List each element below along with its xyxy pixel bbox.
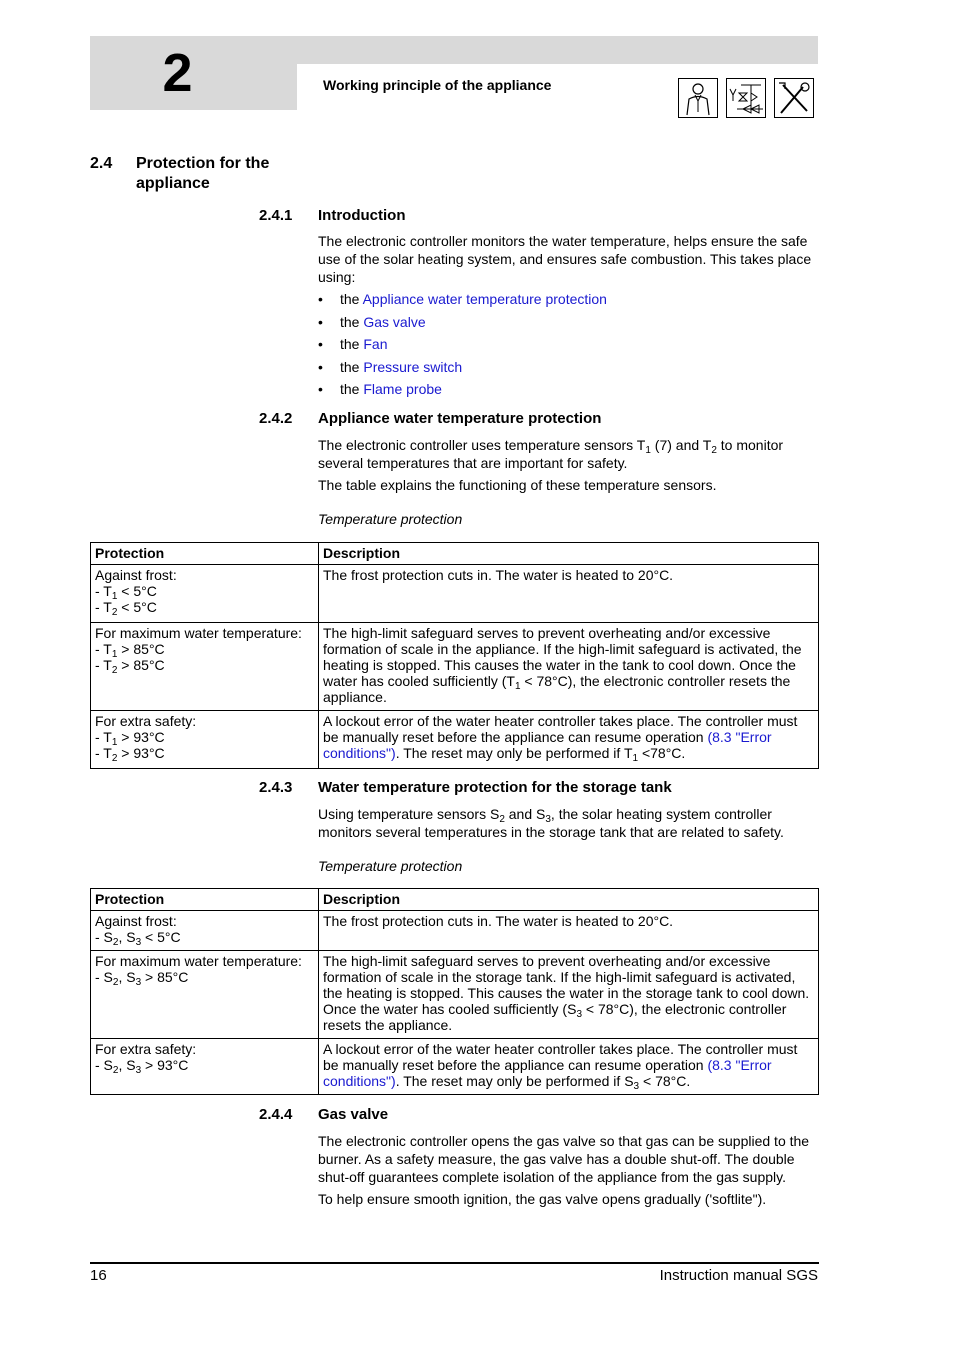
chapter-number: 2 <box>162 43 193 103</box>
table-caption: Temperature protection <box>318 858 463 874</box>
link-flame-probe[interactable]: Flame probe <box>363 381 442 397</box>
subsection-title: Gas valve <box>318 1106 389 1123</box>
link-gas-valve[interactable]: Gas valve <box>363 313 426 330</box>
page-number: 16 <box>90 1267 107 1284</box>
description-cell: The high-limit safeguard serves to prevent overheating and/or excessive formation of scale in the appliance. If the high-limit safeguard is activated, the heating is stopped. This causes the water in the tank to cool down. Once the water has cooled sufficiently $(T_1 < 78^\circ C)$, the electronic controller resets the appliance. <box>319 623 819 711</box>
link-error-conditions[interactable]: (8.3 "Error conditions") <box>323 1057 772 1089</box>
subsection-title: Water temperature protection for the storage tank <box>318 779 672 796</box>
paragraph: Using temperature sensors $S_2$ and $S_3$, the solar heating system controller monitors several temperatures in the storage tank that are related to safety. <box>318 806 784 840</box>
service-tools-icon <box>774 78 814 118</box>
description-cell: The frost protection cuts in. The water is heated to 20°C. <box>319 565 819 623</box>
list-item: • the Gas valve <box>318 313 818 336</box>
subsection-title: Appliance water temperature protection <box>318 410 602 427</box>
header-bar <box>297 36 818 64</box>
list-item: • the Flame probe <box>318 380 818 403</box>
section-title: Protection for the appliance <box>136 155 270 192</box>
header-title: Working principle of the appliance <box>323 77 552 93</box>
subsection-number: 2.4.2 <box>259 410 293 427</box>
description-cell: A lockout error of the water heater controller takes place. The controller must be manually reset before the appliance can resume operation (8.3 "Error conditions"). The reset may only be performed if $S_3 < 78^\circ C$. <box>319 1039 819 1095</box>
table-row <box>91 565 819 623</box>
table-row <box>91 911 819 951</box>
link-error-conditions[interactable]: (8.3 "Error conditions") <box>323 729 772 761</box>
link-pressure-switch[interactable]: Pressure switch <box>363 358 463 375</box>
link-fan[interactable]: Fan <box>363 336 388 352</box>
column-header-protection: Protection <box>91 889 319 911</box>
subsection-number: 2.4.3 <box>259 779 293 796</box>
subsection-number: 2.4.4 <box>259 1106 293 1123</box>
storage-tank-temperature-table <box>90 888 819 1095</box>
protection-cell: For maximum water temperature: - $S_2$, $S_3 > 85^\circ C$ <box>91 951 319 1039</box>
column-header-description: Description <box>319 543 819 565</box>
paragraph: The electronic controller uses temperature sensors $T_1$ (7) and $T_2$ to monitor several temperatures that are important for safety. <box>318 437 784 471</box>
paragraph: The table explains the functioning of these temperature sensors. <box>318 477 717 493</box>
description-cell: A lockout error of the water heater controller takes place. The controller must be manually reset before the appliance can resume operation (8.3 "Error conditions"). The reset may only be performed if $T_1 <78^\circ C$. <box>319 711 819 769</box>
paragraph: The electronic controller monitors the water temperature, helps ensure the safe use of the solar heating system, and ensures safe combustion. This takes place using: <box>318 233 812 285</box>
table-header-row <box>91 889 819 911</box>
protection-cell: For extra safety: - $S_2$, $S_3 > 93^\circ C$ <box>91 1039 319 1095</box>
description-cell: The frost protection cuts in. The water is heated to 20°C. <box>319 911 819 951</box>
user-icon <box>678 78 718 118</box>
protection-list <box>318 290 818 403</box>
appliance-temperature-table <box>90 542 819 769</box>
description-cell: The high-limit safeguard serves to prevent overheating and/or excessive formation of scale in the storage tank. If the high-limit safeguard is activated, the heating is stopped. This causes the water in the storage tank to cool down. Once the water has cooled sufficiently $(S_3 < 78^\circ C)$, the electronic controller resets the appliance. <box>319 951 819 1039</box>
protection-cell: Against frost: - $S_2$, $S_3 < 5^\circ C$ <box>91 911 319 951</box>
section-number: 2.4 <box>90 155 113 172</box>
protection-cell: For extra safety: - $T_1 > 93^\circ C$ - $T_2 > 93^\circ C$ <box>91 711 319 769</box>
protection-cell: Against frost: - $T_1 < 5^\circ C$ - $T_2 < 5^\circ C$ <box>91 565 319 623</box>
subsection-title: Introduction <box>318 207 406 224</box>
table-caption: Temperature protection <box>318 511 463 527</box>
installer-schematic-icon <box>726 78 766 118</box>
table-header-row <box>91 543 819 565</box>
column-header-protection: Protection <box>91 543 319 565</box>
table-row <box>91 623 819 711</box>
table-row <box>91 1039 819 1095</box>
subsection-number: 2.4.1 <box>259 207 293 224</box>
paragraph: To help ensure smooth ignition, the gas valve opens gradually ('softlite"). <box>318 1191 767 1207</box>
paragraph: The electronic controller opens the gas valve so that gas can be supplied to the burner. As a safety measure, the gas valve has a double shut-off. The double shut-off guarantees complete isolation of the appliance from the gas supply. <box>318 1133 810 1185</box>
protection-cell: For maximum water temperature: - $T_1 > 85^\circ C$ - $T_2 > 85^\circ C$ <box>91 623 319 711</box>
table-row <box>91 951 819 1039</box>
list-item: • the Pressure switch <box>318 358 818 381</box>
document-title: Instruction manual SGS <box>659 1267 818 1284</box>
link-appliance-water-temperature-protection[interactable]: Appliance water temperature protection <box>362 291 607 307</box>
list-item: • the Fan <box>318 335 818 358</box>
table-row <box>91 711 819 769</box>
column-header-description: Description <box>319 889 819 911</box>
footer-divider <box>90 1262 819 1264</box>
list-item: • the Appliance water temperature protection <box>318 290 818 313</box>
